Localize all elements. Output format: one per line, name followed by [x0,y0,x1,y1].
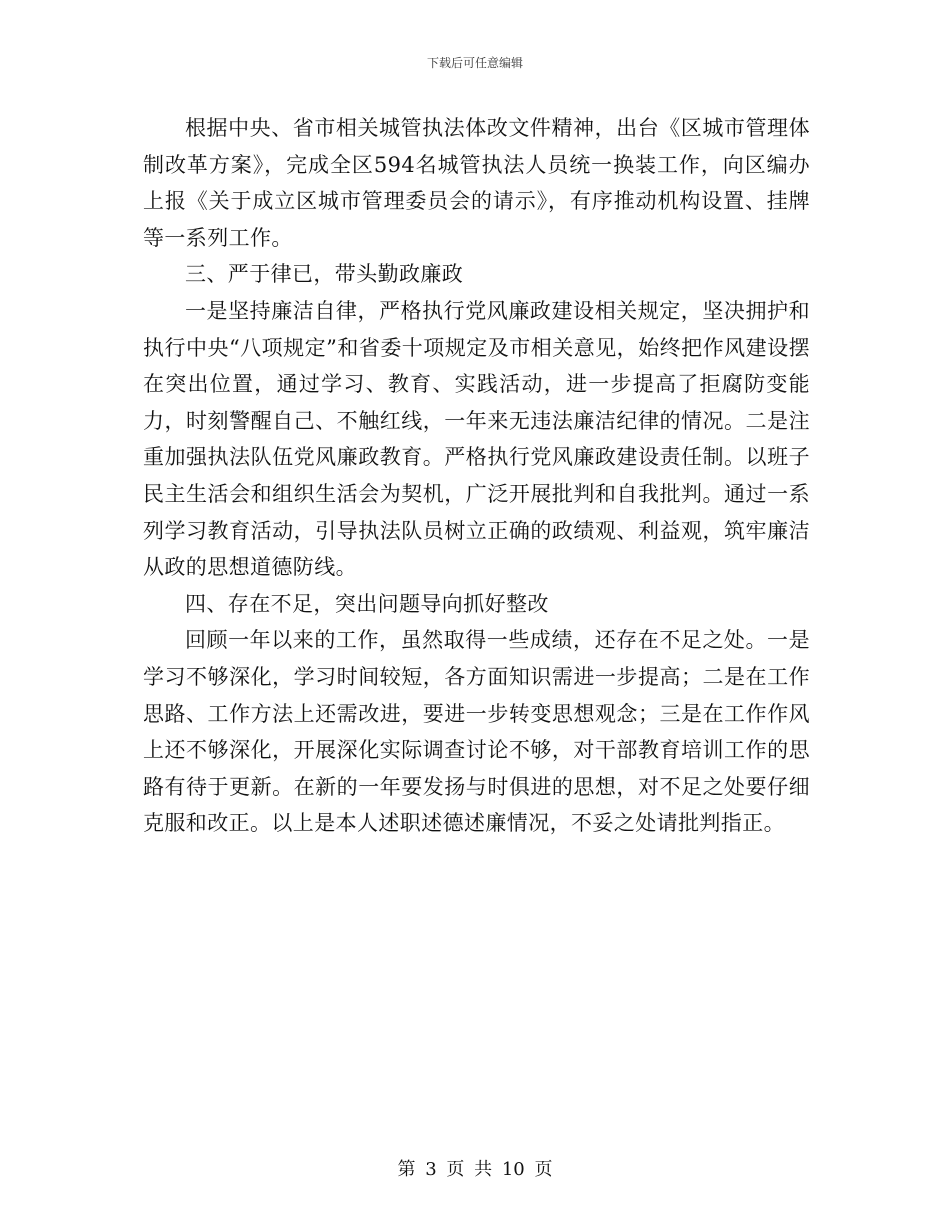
page-number-footer: 第 3 页 共 10 页 [397,1159,553,1180]
section-heading-shortcomings: 四、存在不足，突出问题导向抓好整改 [185,591,549,616]
paragraph-shortcomings-details: 回顾一年以来的工作，虽然取得一些成绩，还存在不足之处。一是学习不够深化，学习时间较短，各方面知识需进一步提高；二是在工作思路、工作方法上还需改进，要进一步转变思想观念；三是在工作作风上还不够深化，开展深化实际调查讨论不够，对干部教育培训工作的思路有待于更新。在新的一年要发扬与时俱进的思想，对不足之处要仔细克服和改正。以上是本人述职述德述廉情况，不妥之处请批判指正。 [143,628,810,836]
paragraph-reform-progress: 根据中央、省市相关城管执法体改文件精神，出台《区城市管理体制改革方案》，完成全区594名城管执法人员统一换装工作，向区编办上报《关于成立区城市管理委员会的请示》，有序推动机构设置、挂牌等一系列工作。 [143,116,810,250]
document-body [143,110,810,842]
paragraph-integrity-details: 一是坚持廉洁自律，严格执行党风廉政建设相关规定，坚决拥护和执行中央“八项规定”和省委十项规定及市相关意见，始终把作风建设摆在突出位置，通过学习、教育、实践活动，进一步提高了拒腐防变能力，时刻警醒自己、不触红线，一年来无违法廉洁纪律的情况。二是注重加强执法队伍党风廉政教育。严格执行党风廉政建设责任制。以班子民主生活会和组织生活会为契机，广泛开展批判和自我批判。通过一系列学习教育活动，引导执法队员树立正确的政绩观、利益观，筑牢廉洁从政的思想道德防线。 [143,298,810,580]
section-heading-integrity: 三、严于律已，带头勤政廉政 [185,262,464,287]
header-note: 下载后可任意编辑 [426,56,523,70]
